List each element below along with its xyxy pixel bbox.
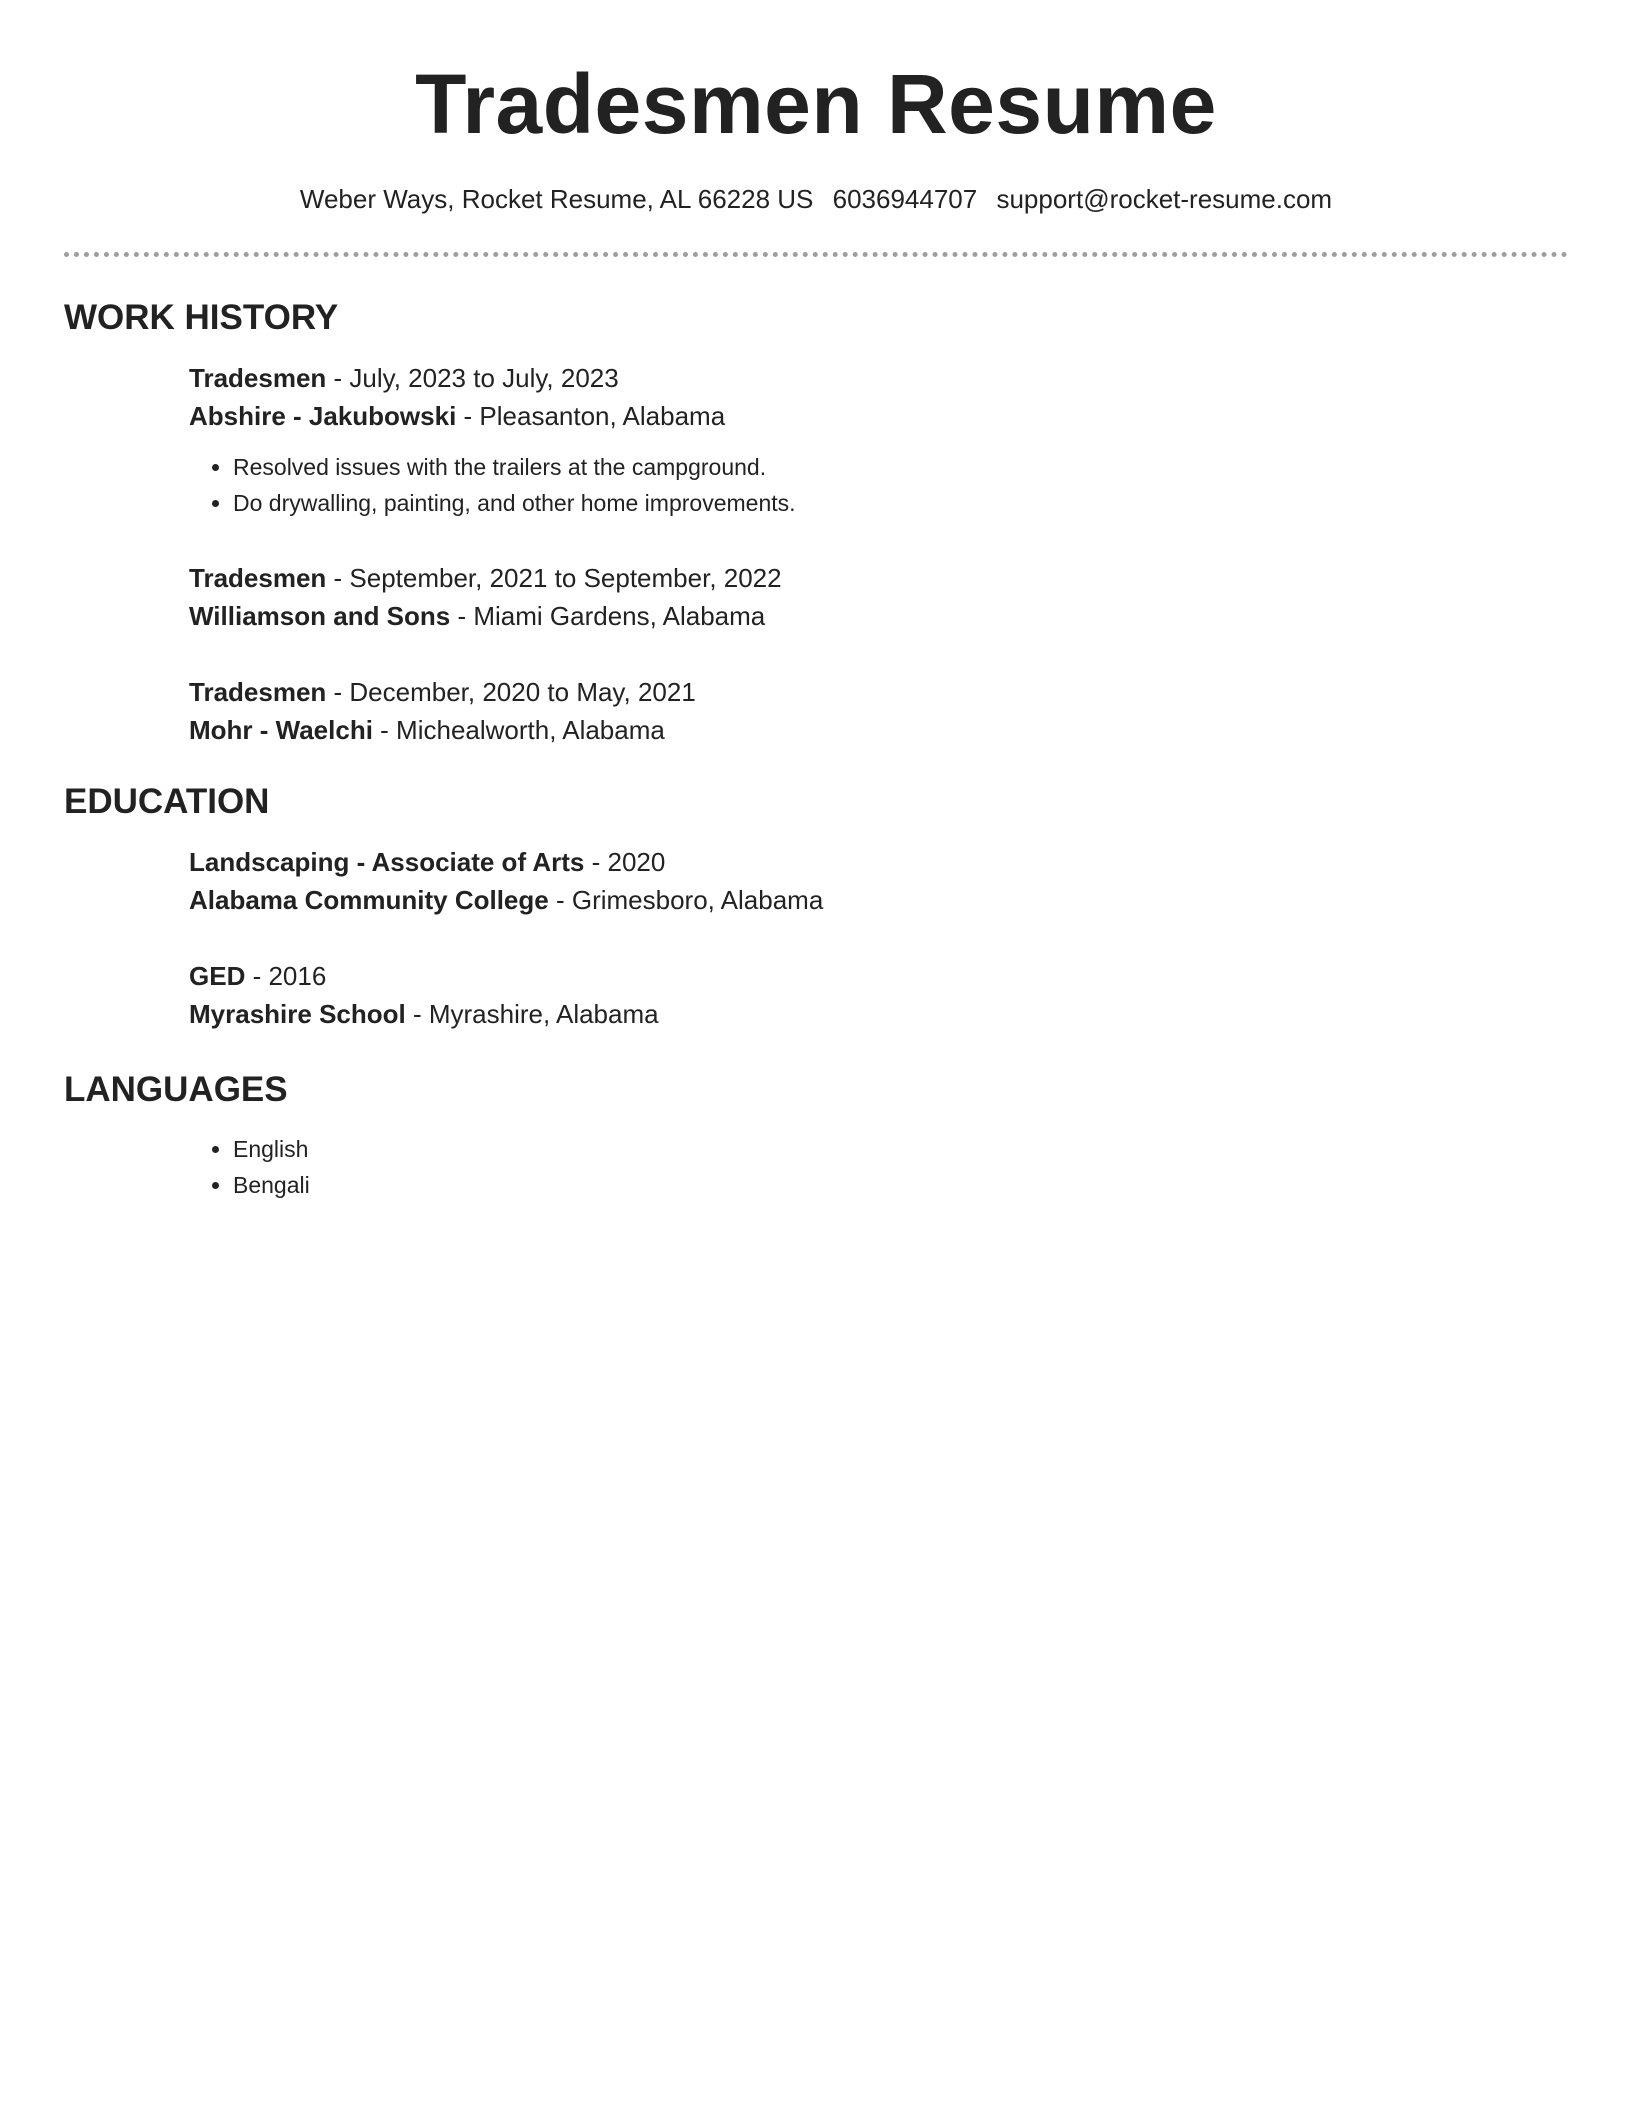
school-line (189, 881, 1568, 919)
work-history-heading: WORK HISTORY (64, 298, 339, 337)
education-entry (189, 843, 1568, 919)
school-location: - Myrashire, Alabama (405, 999, 659, 1029)
job-entry (189, 559, 1568, 635)
languages-list (189, 1131, 1568, 1203)
job-company: Williamson and Sons (189, 601, 451, 631)
school-line (189, 995, 1568, 1033)
job-role: Tradesmen (189, 677, 327, 707)
languages-heading: LANGUAGES (64, 1070, 288, 1109)
job-duties (189, 449, 1568, 521)
school-name: Alabama Community College (189, 885, 549, 915)
job-company-line (189, 597, 1568, 635)
education-heading: EDUCATION (64, 782, 270, 821)
contact-phone: 6036944707 (832, 184, 978, 214)
job-title-line (189, 559, 1568, 597)
job-location: - Pleasanton, Alabama (456, 401, 726, 431)
contact-line (64, 182, 1568, 216)
header-divider (64, 252, 1568, 257)
job-dates: - December, 2020 to May, 2021 (326, 677, 696, 707)
degree-line (189, 843, 1568, 881)
school-location: - Grimesboro, Alabama (548, 885, 824, 915)
job-location: - Michealworth, Alabama (372, 715, 665, 745)
job-title-line (189, 673, 1568, 711)
job-company-line (189, 711, 1568, 749)
degree-line (189, 957, 1568, 995)
job-dates: - July, 2023 to July, 2023 (326, 363, 619, 393)
job-title-line (189, 359, 1568, 397)
job-duty: • Resolved issues with the trailers at the campground. (233, 449, 1568, 485)
education-list (189, 843, 1568, 1033)
job-role: Tradesmen (189, 563, 327, 593)
job-entry (189, 673, 1568, 749)
job-company: Abshire - Jakubowski (189, 401, 457, 431)
school-name: Myrashire School (189, 999, 406, 1029)
degree-year: - 2020 (584, 847, 666, 877)
languages-section (64, 1069, 1568, 1203)
work-history-list (189, 359, 1568, 749)
job-dates: - September, 2021 to September, 2022 (326, 563, 782, 593)
education-section (64, 781, 1568, 1033)
resume-title: Tradesmen Resume (415, 57, 1217, 151)
job-company-line (189, 397, 1568, 435)
degree-name: GED (189, 961, 246, 991)
contact-address: Weber Ways, Rocket Resume, AL 66228 US (299, 184, 814, 214)
job-entry (189, 359, 1568, 521)
language-item: • English (233, 1131, 1568, 1167)
contact-email: support@rocket-resume.com (996, 184, 1333, 214)
education-entry (189, 957, 1568, 1033)
languages-list-wrapper (189, 1131, 1568, 1203)
degree-name: Landscaping - Associate of Arts (189, 847, 585, 877)
degree-year: - 2016 (245, 961, 327, 991)
job-location: - Miami Gardens, Alabama (450, 601, 766, 631)
resume-header (64, 0, 1568, 216)
job-company: Mohr - Waelchi (189, 715, 373, 745)
work-history-section (64, 297, 1568, 749)
job-duty: • Do drywalling, painting, and other home improvements. (233, 485, 1568, 521)
language-item: • Bengali (233, 1167, 1568, 1203)
job-role: Tradesmen (189, 363, 327, 393)
